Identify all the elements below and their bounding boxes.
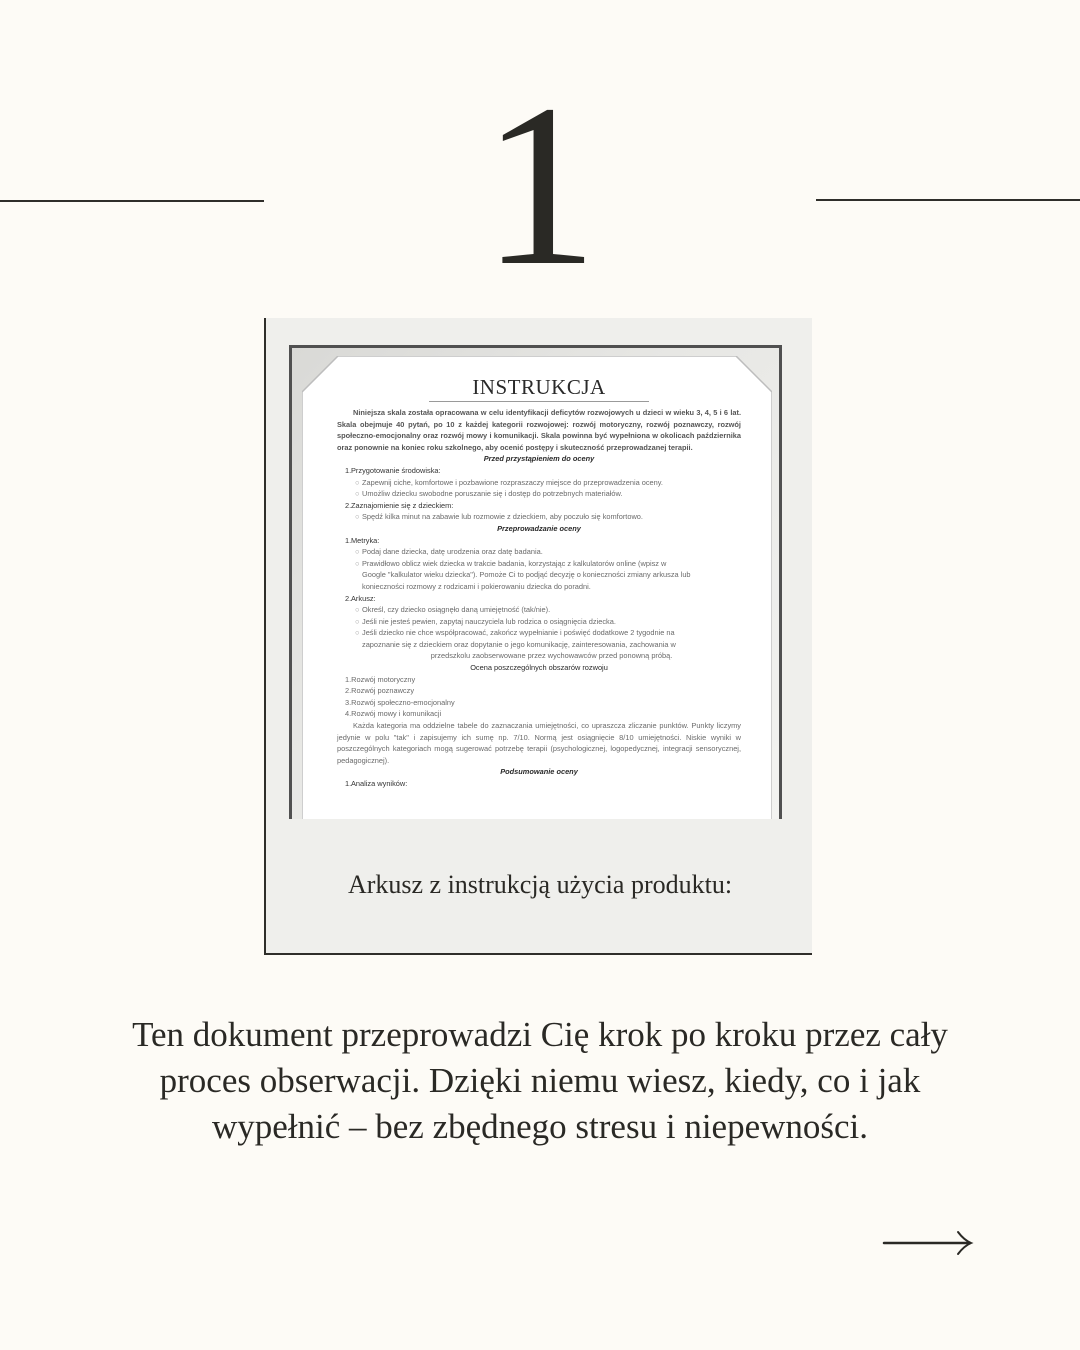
list-item-continued: Google "kalkulator wieku dziecka"). Pomoże Ci to podjąć decyzję o konieczności zmiany arkusza lub <box>362 570 691 580</box>
section-heading: Przeprowadzanie oceny <box>497 523 581 533</box>
description-line: wypełnić – bez zbędnego stresu i niepewności. <box>211 1107 869 1146</box>
description-line: Ten dokument przeprowadzi Cię krok po kroku przez cały <box>132 1015 948 1054</box>
list-item: 2.Zaznajomienie się z dzieckiem: <box>345 500 454 510</box>
list-item: 1.Metryka: <box>345 535 380 545</box>
list-item: ○ Spędź kilka minut na zabawie lub rozmowie z dzieckiem, aby poczuło się komfortowo. <box>355 512 643 522</box>
document-paragraph: Każda kategoria ma oddzielne tabele do zaznaczania umiejętności, co upraszcza zliczanie punktów. Punkty liczymy jedynie w polu "tak" i zapisujemy ich sumę np. 7/10. Normą jest osiągnięcie 8/10 umiejętności. Niskie wyniki w poszczególnych kategoriach mogą sugerować potrzebę terapii (psychologicznej, logopedycznej, integracji sensorycznej, pedagogicznej). <box>337 721 741 765</box>
card-caption: Arkusz z instrukcją użycia produktu: <box>347 870 733 899</box>
list-item: 1.Rozwój motoryczny <box>345 674 416 684</box>
list-item: 2.Rozwój poznawczy <box>345 686 415 696</box>
step-number: 1 <box>482 57 598 314</box>
list-item-continued: przedszkolu zaobserwowane przez wychowawców przed ponowną próbą. <box>430 651 673 661</box>
section-heading: Ocena poszczególnych obszarów rozwoju <box>470 663 608 673</box>
description-line: proces obserwacji. Dzięki niemu wiesz, kiedy, co i jak <box>159 1061 921 1100</box>
section-heading: Przed przystąpieniem do oceny <box>483 454 595 464</box>
list-item: 2.Arkusz: <box>345 593 376 603</box>
list-item: ○ Zapewnij ciche, komfortowe i pozbawione rozpraszaczy miejsce do przeprowadzenia oceny. <box>355 477 663 487</box>
list-item: ○ Umożliw dziecku swobodne poruszanie się i dostęp do potrzebnych materiałów. <box>355 489 623 499</box>
list-item: 1.Przygotowanie środowiska: <box>345 465 441 475</box>
arrow-right-icon[interactable] <box>880 1228 976 1258</box>
list-item: ○ Określ, czy dziecko osiągnęło daną umiejętność (tak/nie). <box>355 605 551 615</box>
list-item: 4.Rozwój mowy i komunikacji <box>345 709 442 719</box>
document-text <box>337 374 741 790</box>
document-preview-card <box>264 318 812 955</box>
list-item-continued: konieczności rozmowy z rodzicami i pokierowaniu dziecka do poradni. <box>362 581 591 591</box>
description-text <box>60 1012 1020 1150</box>
list-item: 3.Rozwój społeczno-emocjonalny <box>345 697 455 707</box>
list-item: ○ Podaj dane dziecka, datę urodzenia oraz datę badania. <box>355 547 543 557</box>
list-item-continued: zapoznanie się z dzieckiem oraz dopytanie o jego komunikację, zainteresowania, zachowania w <box>362 639 676 649</box>
list-item: ○ Jeśli nie jesteś pewien, zapytaj nauczyciela lub rodzica o osiągnięcia dziecka. <box>355 616 616 626</box>
document-intro: Niniejsza skala została opracowana w celu identyfikacji deficytów rozwojowych u dzieci w wieku 3, 4, 5 i 6 lat. Skala obejmuje 40 pytań, po 10 z każdej kategorii rozwojowej: rozwój motoryczny, rozwój poznawczy, rozwój społeczno-emocjonalny oraz rozwój mowy i komunikacji. Skala powinna być wypełniona w okolicach października oraz ponownie na koniec roku szkolnego, aby ocenić postępy i skuteczność przeprowadzanej terapii. <box>337 408 741 452</box>
list-item: ○ Prawidłowo oblicz wiek dziecka w trakcie badania, korzystając z kalkulatorów online (wpisz w <box>355 558 667 568</box>
document-image <box>289 345 782 819</box>
list-item: 1.Analiza wyników: <box>345 779 408 788</box>
list-item: ○ Jeśli dziecko nie chce współpracować, zakończ wypełnianie i poświęć dodatkowe 2 tygodnie na <box>355 628 675 638</box>
document-title: INSTRUKCJA <box>472 375 606 399</box>
section-heading: Podsumowanie oceny <box>500 767 578 777</box>
